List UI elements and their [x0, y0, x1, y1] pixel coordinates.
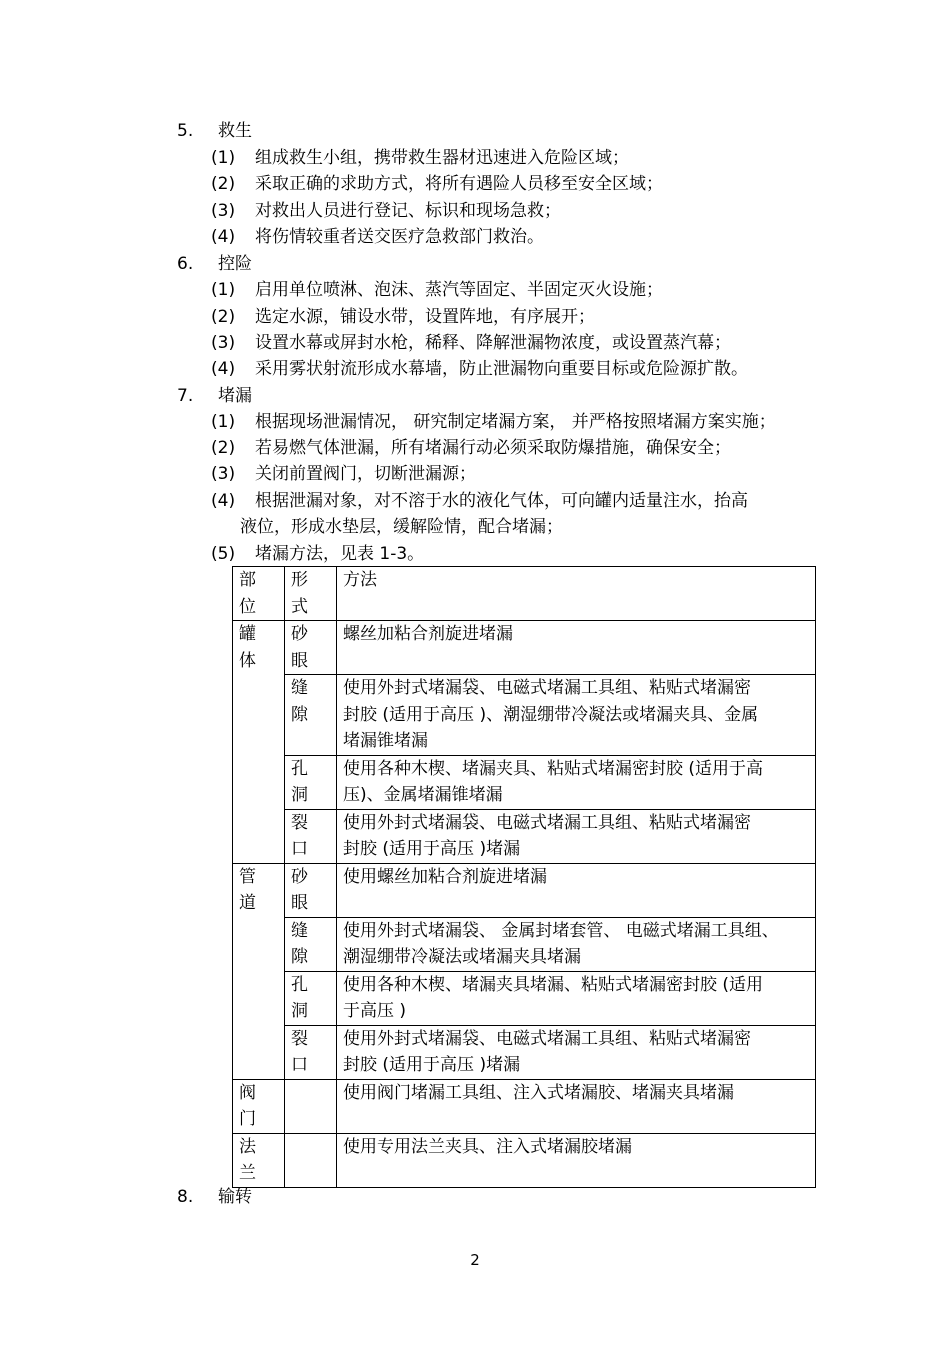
page-number: 2	[470, 1251, 480, 1269]
section-7-item-2-text: 若易燃气体泄漏，所有堵漏行动必须采取防爆措施，确保安全；	[255, 438, 731, 458]
section-7-item-5-number: (5)	[211, 544, 236, 564]
part-cell-tank: 罐体	[233, 621, 285, 864]
method-cell: 使用螺丝加粘合剂旋进堵漏	[337, 863, 816, 917]
section-5-item-1-number: (1)	[211, 148, 236, 168]
section-5-item-4-number: (4)	[211, 227, 236, 247]
header-part: 部位	[233, 567, 285, 621]
form-cell: 孔洞	[285, 971, 337, 1025]
method-cell: 螺丝加粘合剂旋进堵漏	[337, 621, 816, 675]
table-row	[233, 755, 816, 809]
section-6-item-4-number: (4)	[211, 359, 236, 379]
table-row	[233, 863, 816, 917]
section-5-item-1-text: 组成救生小组，携带救生器材迅速进入危险区域；	[255, 148, 629, 168]
section-6-item-1-text: 启用单位喷淋、泡沫、蒸汽等固定、半固定灭火设施；	[255, 280, 663, 300]
form-cell: 缝隙	[285, 675, 337, 756]
form-cell: 缝隙	[285, 917, 337, 971]
form-cell: 砂眼	[285, 621, 337, 675]
section-6-item-3-number: (3)	[211, 333, 236, 353]
section-7-item-1-number: (1)	[211, 412, 236, 432]
section-7-item-3-text: 关闭前置阀门，切断泄漏源；	[255, 464, 476, 484]
section-5-item-2-text: 采取正确的求助方式，将所有遇险人员移至安全区域；	[255, 174, 663, 194]
section-7-item-4-continuation: 液位，形成水垫层，缓解险情，配合堵漏；	[240, 517, 563, 537]
table-row	[233, 809, 816, 863]
section-7-title: 堵漏	[218, 386, 252, 406]
method-cell: 使用外封式堵漏袋、 金属封堵套管、 电磁式堵漏工具组、 潮湿绷带冷凝法或堵漏夹具堵漏	[337, 917, 816, 971]
table-header-row	[233, 567, 816, 621]
section-6-title: 控险	[218, 254, 252, 274]
table-row	[233, 675, 816, 756]
form-cell	[285, 1133, 337, 1187]
method-cell: 使用各种木楔、堵漏夹具、粘贴式堵漏密封胶 (适用于高 压)、金属堵漏锥堵漏	[337, 755, 816, 809]
section-6-item-3-text: 设置水幕或屏封水枪，稀释、降解泄漏物浓度，或设置蒸汽幕；	[255, 333, 731, 353]
table-row	[233, 971, 816, 1025]
table-row	[233, 1079, 816, 1133]
plugging-methods-table	[232, 566, 816, 1188]
method-cell: 使用阀门堵漏工具组、注入式堵漏胶、堵漏夹具堵漏	[337, 1079, 816, 1133]
form-cell: 砂眼	[285, 863, 337, 917]
part-cell-flange: 法兰	[233, 1133, 285, 1187]
section-7-number: 7.	[177, 386, 194, 406]
section-5-item-4-text: 将伤情较重者送交医疗急救部门救治。	[255, 227, 544, 247]
section-7-item-3-number: (3)	[211, 464, 236, 484]
section-5-item-3-number: (3)	[211, 201, 236, 221]
section-6-item-1-number: (1)	[211, 280, 236, 300]
table-row	[233, 1025, 816, 1079]
method-cell: 使用外封式堵漏袋、电磁式堵漏工具组、粘贴式堵漏密 封胶 (适用于高压 )堵漏	[337, 809, 816, 863]
section-6-item-2-text: 选定水源，铺设水带，设置阵地，有序展开；	[255, 307, 595, 327]
method-cell: 使用专用法兰夹具、注入式堵漏胶堵漏	[337, 1133, 816, 1187]
table-row	[233, 917, 816, 971]
section-7-item-4-number: (4)	[211, 491, 236, 511]
form-cell: 裂口	[285, 1025, 337, 1079]
section-5-number: 5.	[177, 121, 194, 141]
section-6-item-4-text: 采用雾状射流形成水幕墙，防止泄漏物向重要目标或危险源扩散。	[255, 359, 748, 379]
section-7-item-1-text: 根据现场泄漏情况， 研究制定堵漏方案， 并严格按照堵漏方案实施；	[255, 412, 776, 432]
method-cell: 使用外封式堵漏袋、电磁式堵漏工具组、粘贴式堵漏密 封胶 (适用于高压 )堵漏	[337, 1025, 816, 1079]
form-cell: 裂口	[285, 809, 337, 863]
table-row	[233, 621, 816, 675]
section-5-item-3-text: 对救出人员进行登记、标识和现场急救；	[255, 201, 561, 221]
form-cell	[285, 1079, 337, 1133]
part-cell-pipe: 管道	[233, 863, 285, 1079]
section-5-item-2-number: (2)	[211, 174, 236, 194]
header-method: 方法	[337, 567, 816, 621]
section-8-number: 8.	[177, 1187, 194, 1207]
method-cell: 使用各种木楔、堵漏夹具堵漏、粘贴式堵漏密封胶 (适用 于高压 )	[337, 971, 816, 1025]
header-form: 形式	[285, 567, 337, 621]
part-cell-valve: 阀门	[233, 1079, 285, 1133]
method-cell: 使用外封式堵漏袋、电磁式堵漏工具组、粘贴式堵漏密 封胶 (适用于高压 )、潮湿绷带冷凝法或堵漏夹具、金属 堵漏锥堵漏	[337, 675, 816, 756]
table-row	[233, 1133, 816, 1187]
form-cell: 孔洞	[285, 755, 337, 809]
section-8-title: 输转	[218, 1187, 252, 1207]
section-7-item-2-number: (2)	[211, 438, 236, 458]
section-6-item-2-number: (2)	[211, 307, 236, 327]
section-6-number: 6.	[177, 254, 194, 274]
section-7-item-5-text: 堵漏方法，见表 1-3。	[255, 544, 425, 564]
section-7-item-4-text: 根据泄漏对象，对不溶于水的液化气体，可向罐内适量注水，抬高	[255, 491, 748, 511]
section-5-title: 救生	[218, 121, 252, 141]
